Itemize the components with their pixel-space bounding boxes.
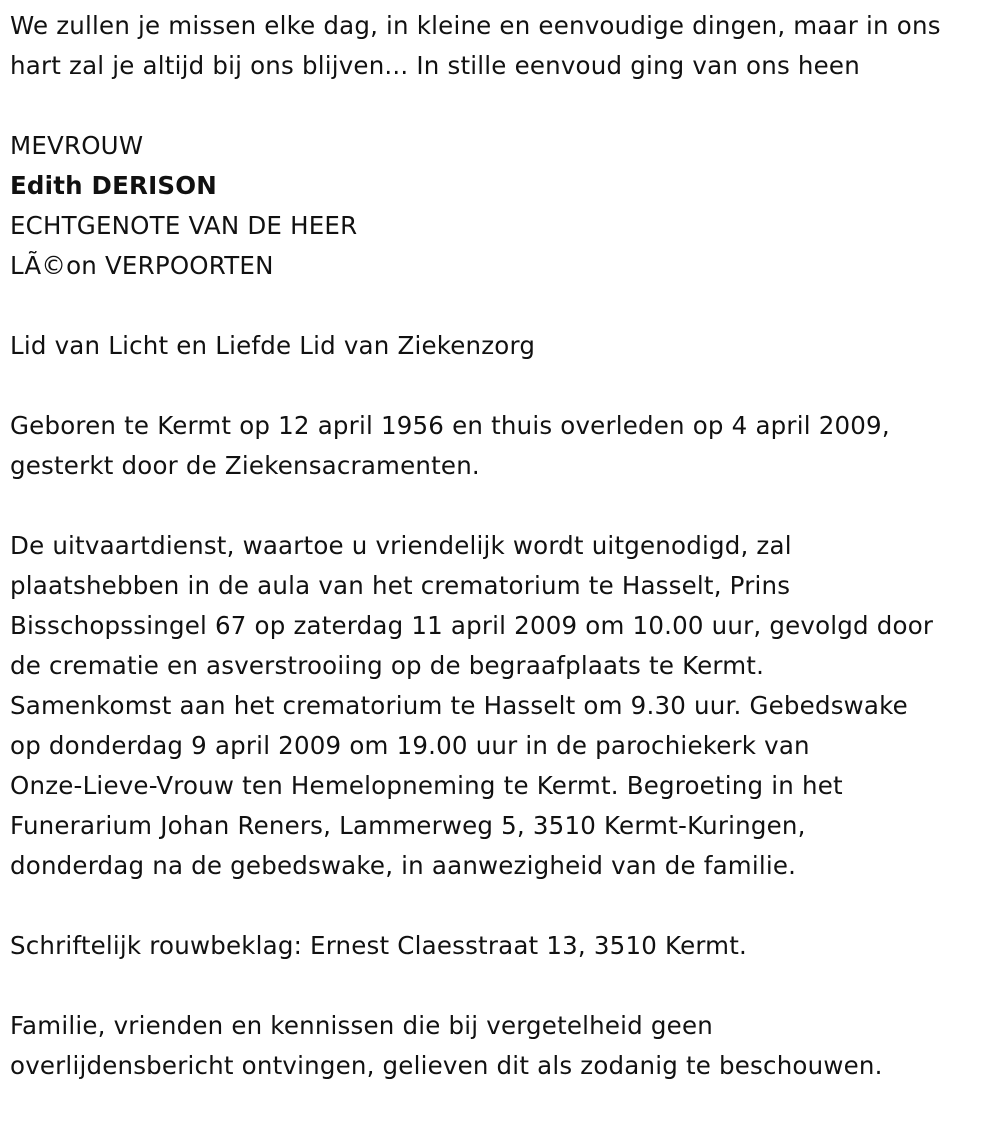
spouse-name: LÃ©on VERPOORTEN: [10, 251, 274, 280]
service-line: op donderdag 9 april 2009 om 19.00 uur in de parochiekerk van: [10, 731, 810, 760]
birth-death-line: Geboren te Kermt op 12 april 1956 en thuis overleden op 4 april 2009,: [10, 411, 890, 440]
spacer: [10, 486, 990, 526]
condolences-line: Schriftelijk rouwbeklag: Ernest Claesstraat 13, 3510 Kermt.: [10, 931, 748, 960]
service-line: Funerarium Johan Reners, Lammerweg 5, 3510 Kermt-Kuringen,: [10, 811, 806, 840]
intro-line: We zullen je missen elke dag, in kleine en eenvoudige dingen, maar in ons: [10, 11, 941, 40]
service-line: donderdag na de gebedswake, in aanwezigheid van de familie.: [10, 851, 797, 880]
spacer: [10, 86, 990, 126]
service-line: Bisschopssingel 67 op zaterdag 11 april 2009 om 10.00 uur, gevolgd door: [10, 611, 934, 640]
service-line: Samenkomst aan het crematorium te Hasselt om 9.30 uur. Gebedswake: [10, 691, 908, 720]
intro-line: hart zal je altijd bij ons blijven... In stille eenvoud ging van ons heen: [10, 51, 860, 80]
spacer: [10, 286, 990, 326]
person-title: MEVROUW: [10, 131, 144, 160]
person-name: Edith DERISON: [10, 171, 217, 200]
spouse-label: ECHTGENOTE VAN DE HEER: [10, 211, 358, 240]
memberships-paragraph: [10, 326, 990, 366]
service-line: De uitvaartdienst, waartoe u vriendelijk wordt uitgenodigd, zal: [10, 531, 792, 560]
service-line: Onze-Lieve-Vrouw ten Hemelopneming te Kermt. Begroeting in het: [10, 771, 843, 800]
service-line: de crematie en asverstrooiing op de begraafplaats te Kermt.: [10, 651, 765, 680]
spacer: [10, 366, 990, 406]
birth-death-line: gesterkt door de Ziekensacramenten.: [10, 451, 480, 480]
closing-line: overlijdensbericht ontvingen, gelieven dit als zodanig te beschouwen.: [10, 1051, 883, 1080]
spacer: [10, 966, 990, 1006]
memberships-line: Lid van Licht en Liefde Lid van Ziekenzorg: [10, 331, 536, 360]
person-block: [10, 126, 990, 286]
condolences-paragraph: [10, 926, 990, 966]
service-line: plaatshebben in de aula van het crematorium te Hasselt, Prins: [10, 571, 791, 600]
spacer: [10, 886, 990, 926]
intro-paragraph: [10, 6, 990, 86]
closing-paragraph: [10, 1006, 990, 1086]
closing-line: Familie, vrienden en kennissen die bij vergetelheid geen: [10, 1011, 713, 1040]
birth-death-paragraph: [10, 406, 990, 486]
service-paragraph: [10, 526, 990, 886]
